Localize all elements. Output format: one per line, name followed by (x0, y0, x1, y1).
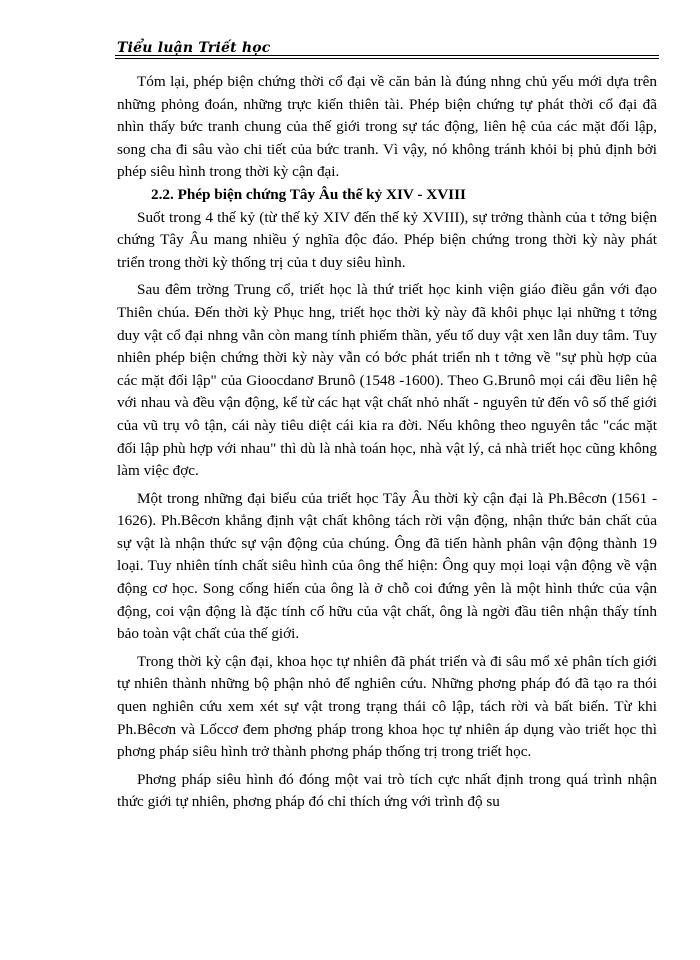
body-text (117, 71, 657, 814)
paragraph-intro: Suốt trong 4 thế kỷ (từ thế kỷ XIV đến thế kỷ XVIII), sự trởng thành của t tởng biện chứng Tây Âu mang nhiều ý nghĩa độc đáo. Phép biện chứng trong thời kỳ này phát triển trong thời kỳ thống trị của t duy siêu hình. (117, 208, 657, 271)
header-rule-thick (115, 55, 659, 56)
paragraph-bacon: Một trong những đại biểu của triết học Tây Âu thời kỳ cận đại là Ph.Bêcơn (1561 - 1626). Ph.Bêcơn khẳng định vật chất không tách rời vận động, nhận thức bản chất của sự vật là nhận thức sự vận động của chúng. Ông đã tiến hành phân vận động thành 19 loại. Tuy nhiên tính chất siêu hình của ông thể hiện: Ông quy mọi loại vận động về vận động cơ học. Song cống hiến của ông là ở chỗ coi đứng yên là một hình thức của vận động, coi vận động là đặc tính cố hữu của vật chất, ông là ngời đầu tiên nhận thấy tính bảo toàn vật chất của thế giới. (117, 489, 657, 643)
section-heading: 2.2. Phép biện chứng Tây Âu thế kỷ XIV - XVIII (151, 185, 466, 203)
paragraph-conclusion: Tóm lại, phép biện chứng thời cổ đại về căn bản là đúng nhng chủ yếu mới dựa trên những phỏng đoán, những trực kiến thiên tài. Phép biện chứng tự phát thời cổ đại đã nhìn thấy bức tranh chung của thế giới trong sự tác động, liên hệ của các mặt đối lập, song cha đi sâu vào chi tiết của bức tranh. Vì vậy, nó không tránh khỏi bị phủ định bởi phép siêu hình trong thời kỳ cận đại. (117, 73, 657, 181)
paragraph-metaphysics: Phơng pháp siêu hình đó đóng một vai trò tích cực nhất định trong quá trình nhận thức giới tự nhiên, phơng pháp đó chỉ thích ứng với trình độ su (117, 770, 657, 811)
running-header: Tiểu luận Triết học (117, 40, 271, 56)
paragraph-renaissance: Sau đêm trờng Trung cổ, triết học là thứ triết học kinh viện giáo điều gắn với đạo Thiên chúa. Đến thời kỳ Phục hng, triết học thời kỳ này đã khôi phục lại những t tởng duy vật cổ đại nhng vẫn còn mang tính phiếm thần, yếu tố duy vật xen lẫn duy tâm. Tuy nhiên phép biện chứng thời kỳ này vẫn có bớc phát triển nh t tởng về "sự phù hợp của các mặt đối lập" của Gioocdanơ Brunô (1548 -1600). Theo G.Brunô mọi cái đều liên hệ với nhau và đều vận động, kể từ các hạt vật chất nhỏ nhất - nguyên tử đến vô số thế giới của vũ trụ vô tận, cái này tiêu diệt cái kia ra đời. Nếu không theo nguyên tắc "các mặt đối lập phù hợp với nhau" thì dù là nhà toán học, nhà vật lý, cả nhà triết học cũng không làm việc đợc. (117, 281, 657, 480)
header-rule-thin (115, 58, 659, 59)
paragraph-natural-science: Trong thời kỳ cận đại, khoa học tự nhiên đã phát triển và đi sâu mổ xẻ phân tích giới tự nhiên thành những bộ phận nhỏ để nghiên cứu. Những phơng pháp đó đã tạo ra thói quen nghiên cứu xem xét sự vật trong trạng thái cô lập, tách rời và bất biến. Từ khi Ph.Bêcơn và Lốccơ đem phơng pháp trong khoa học tự nhiên áp dụng vào triết học thì phơng pháp siêu hình trở thành phơng pháp thống trị trong triết học. (117, 652, 657, 761)
